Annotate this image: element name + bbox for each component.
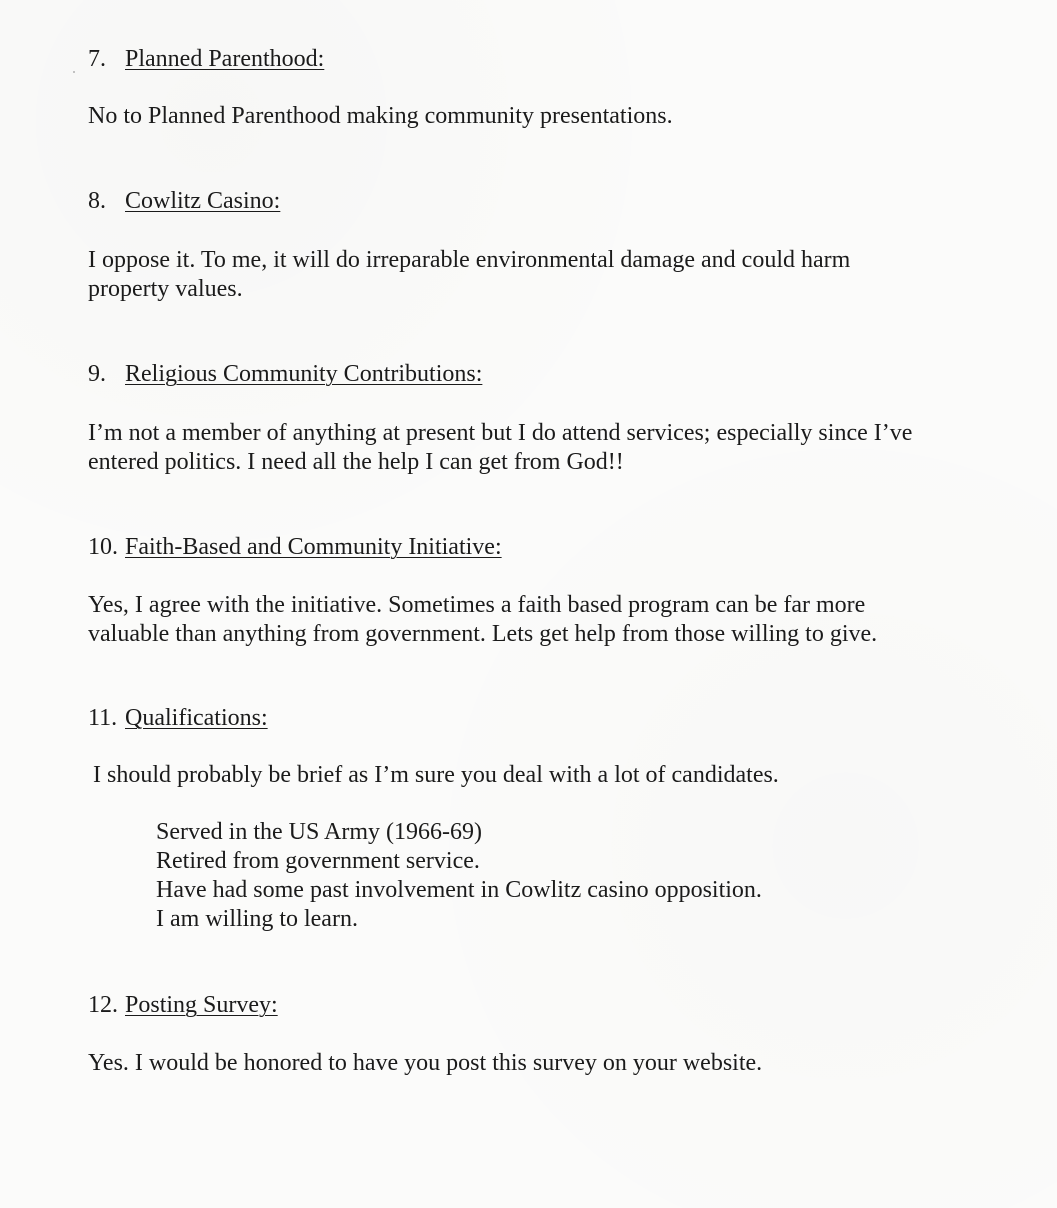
section-9-number: 9. xyxy=(88,361,106,387)
section-10-title: Faith-Based and Community Initiative: xyxy=(125,534,502,560)
section-10-heading xyxy=(88,533,502,561)
section-11-body: I should probably be brief as I’m sure you deal with a lot of candidates. xyxy=(93,762,779,788)
section-9-heading xyxy=(88,360,482,388)
section-8-title: Cowlitz Casino: xyxy=(125,188,281,214)
section-7-heading xyxy=(88,45,324,73)
section-10-number: 10. xyxy=(88,534,118,560)
qualification-item: Have had some past involvement in Cowlitz casino opposition. xyxy=(156,877,762,903)
qualification-item: Served in the US Army (1966-69) xyxy=(156,819,482,845)
scan-speck xyxy=(73,71,75,73)
section-11-number: 11. xyxy=(88,705,118,731)
section-9-body: I’m not a member of anything at present but I do attend services; especially since I’ve entered politics. I need all the help I can get from God!! xyxy=(88,420,913,475)
section-10-body: Yes, I agree with the initiative. Sometimes a faith based program can be far more valuable than anything from government. Lets get help from those willing to give. xyxy=(88,592,878,647)
section-8-body: I oppose it. To me, it will do irreparable environmental damage and could harm property values. xyxy=(88,247,851,302)
qualification-item: I am willing to learn. xyxy=(156,906,358,932)
section-9-title: Religious Community Contributions: xyxy=(125,361,483,387)
qualification-item: Retired from government service. xyxy=(156,848,480,874)
qualifications-list xyxy=(156,818,762,934)
section-12-heading xyxy=(88,991,278,1019)
section-7-body: No to Planned Parenthood making community presentations. xyxy=(88,103,673,129)
section-7-title: Planned Parenthood: xyxy=(125,46,325,72)
section-12-number: 12. xyxy=(88,992,118,1018)
section-7-number: 7. xyxy=(88,46,106,72)
section-8-heading xyxy=(88,187,280,215)
section-12-body: Yes. I would be honored to have you post this survey on your website. xyxy=(88,1050,763,1076)
section-11-heading xyxy=(88,704,268,732)
section-11-title: Qualifications: xyxy=(125,705,268,731)
section-12-title: Posting Survey: xyxy=(125,992,278,1018)
section-8-number: 8. xyxy=(88,188,106,214)
